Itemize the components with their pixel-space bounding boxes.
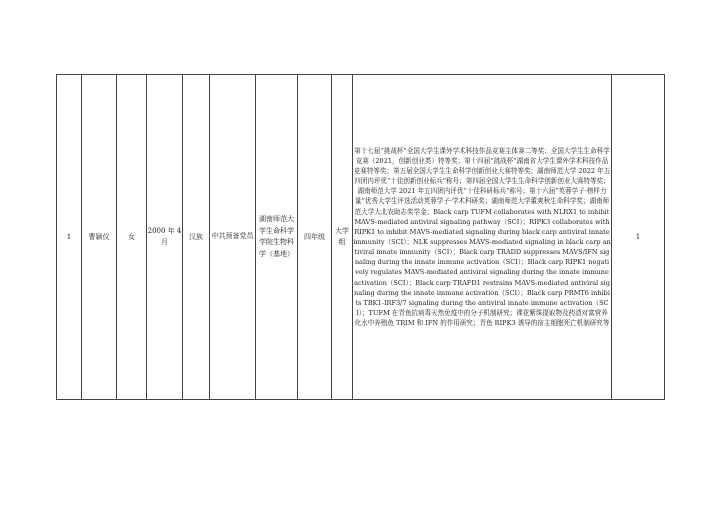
cell-count: 1: [612, 75, 665, 400]
cell-birth: 2000 年 4 月: [147, 75, 183, 400]
cell-grade: 四年级: [298, 75, 332, 400]
nominee-table: [56, 74, 665, 400]
cell-index: 1: [57, 75, 82, 400]
cell-school: 湖南师范大学生命科学学院生物科学（基地）: [256, 75, 298, 400]
cell-ethnicity: 汉族: [183, 75, 210, 400]
table-row: [57, 75, 665, 400]
cell-group: 大学组: [332, 75, 353, 400]
cell-achievements: 第十七届“挑战杯”全国大学生课外学术科技作品竞赛主体赛二等奖；全国大学生生命科学竞赛（2021，创新创业类）特等奖；第十四届“挑战杯”湖南省大学生课外学术科技作品竞赛特等奖；第五届全国大学生生命科学创新创业大赛特等奖；湖南师范大学 2022 年五四团内评优“十佳创新创业标兵”称号；第四届全国大学生生命科学创新创业大赛特等奖；湖南师范大学 2021 年五四团内评优“十佳科研标兵”称号；第十六届“英蓉学子·榜样力量”优秀大学生评选活动英蓉学子·学术科研奖；湖南师范大学董爽秋生命科学奖；湖南师范大学大北农助志奖学金；Black carp TUFM collaborates with NLRX1 to inhibit MAVS-mediated antiviral signaling pathway（SCI）；RIPK3 collaborates with RIPK1 to inhibit MAVS-mediated signaling during black carp antiviral innate immunity（SCI）；NLK suppresses MAVS-mediated signaling in black carp antiviral innate immunity（SCI）；Black carp TRADD suppresses MAVS/IFN signaling during the innate immune activation（SCI）；Black carp RIPK1 negatively regulates MAVS-mediated antiviral signaling during the innate immune activation（SCI）；Black carp TRAFD1 restrains MAVS-mediated antiviral signaling during the innate immune activation（SCI）；Black carp PRMT6 inhibits TBK1-IRF3/7 signaling during the antiviral innate immune activation（SCI）；TUFM 在青鱼抗病毒天然免疫中的分子机制研究；裸花紫珠提取物及药渣对富营养化水中养殖鱼 TRIM 和 IFN 的作用研究；青鱼 RIPK3 诱导的宿主细胞死亡机制研究等: [353, 75, 612, 400]
cell-gender: 女: [117, 75, 147, 400]
cell-name: 曹颖仪: [82, 75, 117, 400]
cell-political-status: 中共预备党员: [210, 75, 256, 400]
